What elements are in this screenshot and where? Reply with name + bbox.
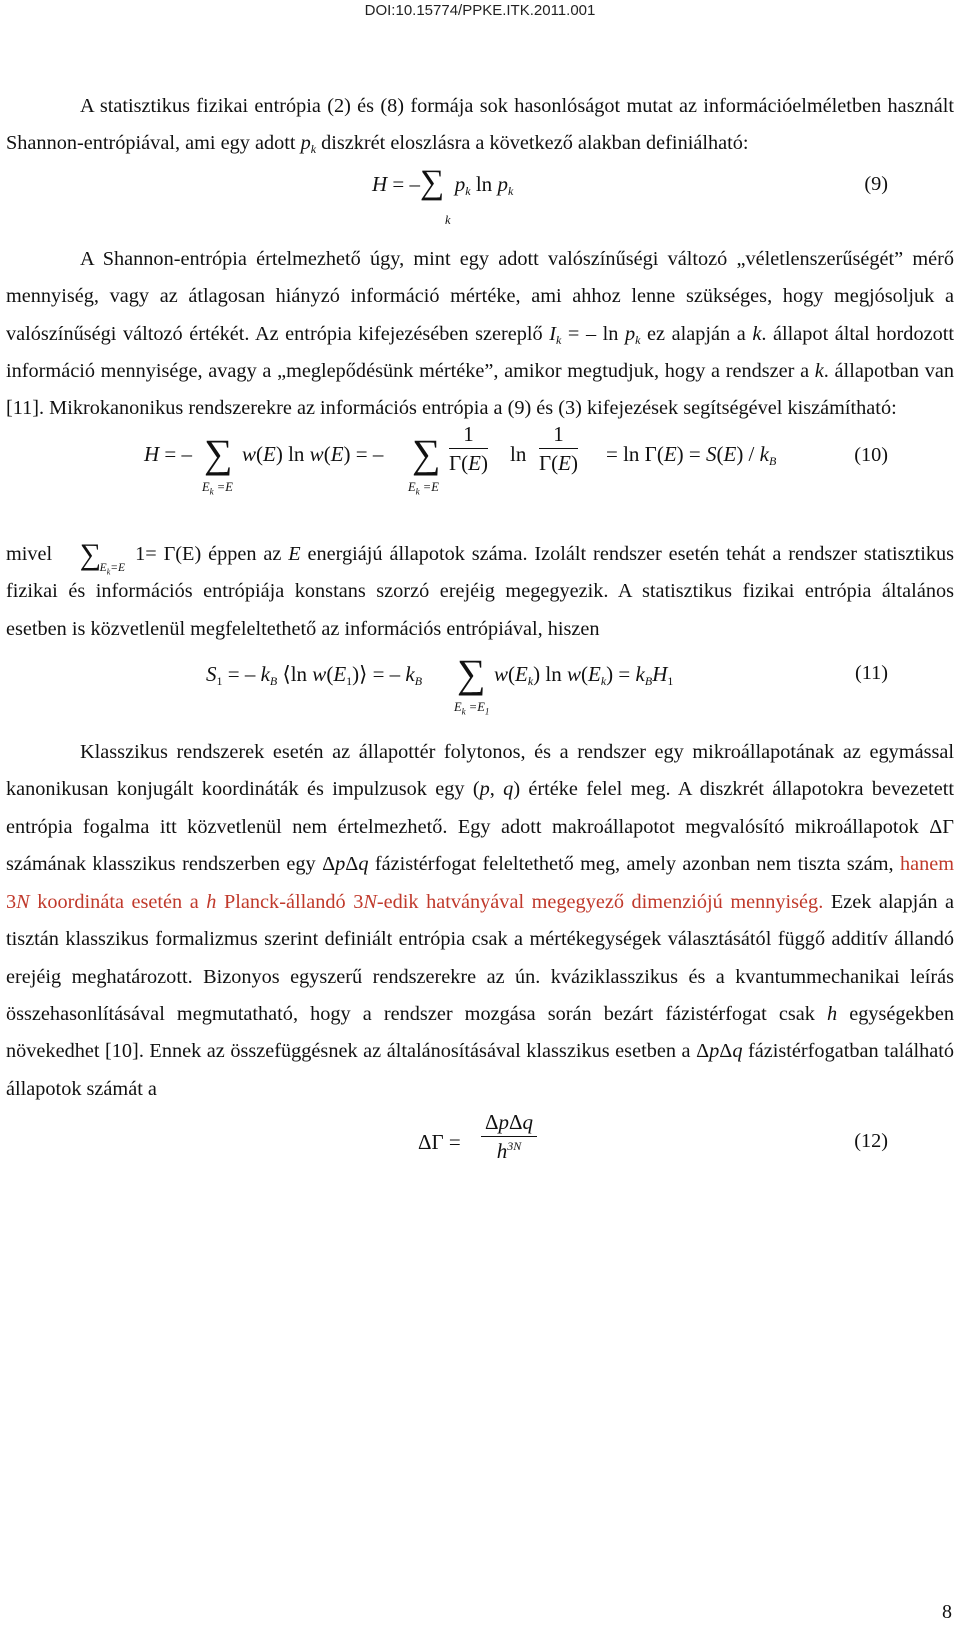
eq9-body: H = –∑ $p_k$ $\ln p_k$: [372, 163, 514, 201]
eq11-lhs: $S_1$ = – $k_B$ ⟨ln $w(E_1)⟩$ = – $k_B$: [206, 662, 423, 689]
eq9-ln: ln: [470, 171, 498, 196]
doi-header: DOI:10.15774/PPKE.ITK.2011.001: [364, 2, 596, 19]
math-h: h: [827, 1002, 838, 1025]
eq10-frac-1: [446, 422, 491, 475]
text: ,: [489, 778, 504, 801]
eq10-sum-index-2: $E_k =E$: [408, 479, 439, 497]
text: Planck-állandó 3: [216, 890, 364, 913]
eq10-frac-2: [536, 422, 581, 475]
text: -edik hatványával megegyező dimenziójú mennyiség.: [376, 890, 824, 913]
eq9-lhs-op: = –: [392, 171, 421, 196]
frac-numerator: ΔpΔq: [481, 1110, 537, 1137]
eq9-k: k: [465, 183, 471, 198]
text: . állapotban van [11]. Mikrokanonikus rendszerekre az információs entrópia a (9) és (3) kifejezések segítségével kiszámítható:: [6, 360, 954, 420]
equation-number-12: (12): [854, 1130, 888, 1153]
page-content: [6, 88, 954, 1188]
math-h: h: [496, 1139, 508, 1164]
math-p: p: [709, 1040, 720, 1063]
eq10-sum-index-1: $E_k =E$: [202, 479, 233, 497]
eq10-w-term: w(E) ln w(E) = –: [242, 441, 384, 466]
equation-12: [6, 1108, 954, 1188]
math-E: E: [288, 542, 301, 565]
sum-symbol: ∑: [412, 430, 441, 476]
text: Δ: [345, 853, 359, 876]
frac-denominator: [481, 1137, 537, 1163]
eq12-lhs: ΔΓ =: [418, 1130, 461, 1155]
eq9-sum-index: k: [445, 212, 451, 227]
math-sup: 3N: [507, 1139, 522, 1154]
math-q: q: [732, 1040, 743, 1063]
eq10-lhs: H = –: [144, 441, 193, 466]
sum-symbol: ∑: [204, 430, 233, 476]
math-q: q: [503, 778, 514, 801]
text: egységekben növekedhet [10]. Ennek az összefüggésnek az általánosításával klasszikus esetben a Δ: [6, 1002, 954, 1063]
eq10-ln: ln: [510, 441, 527, 466]
math-k: k: [814, 360, 824, 383]
math-h: h: [206, 890, 217, 913]
sum-symbol: ∑: [420, 163, 445, 201]
math-sub: k: [556, 332, 562, 347]
paragraph-1: [6, 88, 954, 163]
text: energiájú állapotok száma. Izolált rendszer esetén tehát a rendszer statisztikus fizikai és információs entrópiája konstans szorzó erejéig megegyezik. A statisztikus fizikai entrópia általános esetben is közvetlenül megfeleltethető az információs entrópiával, hiszen: [6, 542, 954, 640]
page-number: 8: [942, 1601, 952, 1623]
text: Klasszikus rendszerek esetén az állapottér folytonos, és a rendszer egy mikroállapotának az egymással kanonikusan konjugált koordináták és impulzusok egy (: [6, 741, 954, 801]
text: fázistérfogatban található állapotok számát a: [6, 1040, 954, 1100]
equation-10: [6, 421, 954, 532]
eq10-rhs: = $\ln \Gamma(E) = S(E) / k_B$: [606, 441, 777, 468]
equation-11: [6, 648, 954, 730]
sum-symbol: ∑: [457, 651, 486, 697]
math-p: p: [479, 778, 490, 801]
math-expr: 1= Γ(E): [135, 542, 202, 565]
eq11-sum-index: $E_k =E_1$: [454, 700, 490, 717]
math-I: I: [549, 322, 557, 345]
equation-number-9: (9): [864, 172, 888, 195]
equation-number-11: (11): [854, 662, 888, 685]
paragraph-3: [6, 532, 954, 648]
frac-denominator: Γ(E): [539, 450, 578, 475]
eq9-p: p: [454, 171, 466, 196]
text: hanem 3: [6, 853, 954, 913]
math-N: N: [363, 890, 377, 913]
frac-numerator: 1: [539, 422, 578, 449]
math-p: p: [335, 853, 346, 876]
text: . állapot által hordozott információ mennyisége, avagy a „meglepődésünk mértéke”, amikor megtudjuk, hogy a rendszer a: [6, 322, 954, 383]
math-p: p: [300, 132, 311, 155]
text: ez alapján a: [640, 322, 753, 345]
text: mivel: [6, 542, 53, 565]
math-q: q: [358, 853, 369, 876]
math-sub: k: [635, 332, 641, 347]
text: Ezek alapján a tisztán klasszikus formalizmus szerint definiált entrópia csak a mértékegységek választásától függő additív állandó erejéig meghatározott. Bizonyos egyszerű rendszerekre az ún. kváziklasszikus és a kvantummechanikai leírás összehasonlításával megmutatható, hogy a rendszer mozgása során bezárt fázistérfogat csak: [6, 890, 955, 1025]
math-p: p: [625, 322, 636, 345]
text: = – ln: [561, 322, 626, 345]
text: A statisztikus fizikai entrópia (2) és (8) formája sok hasonlóságot mutat az információelméletben használt Shannon-entrópiával, ami egy adott: [6, 95, 954, 155]
math-N: N: [16, 890, 30, 913]
eq11-rhs: $w(E_k)$ $\ln w(E_k) = k_BH_1$: [494, 662, 674, 689]
text: fázistérfogat feleltethető meg, amely azonban nem tiszta szám,: [368, 853, 900, 876]
paragraph-4: [6, 734, 954, 1108]
text: ) értéke felel meg. A diszkrét állapotokra bevezetett entrópia fogalma itt közvetlenül nem értelmezhető. Egy adott makroállapotot megvalósító mikroállapotok ΔΓ számának klasszikus rendszerben egy Δ: [6, 778, 955, 876]
inline-sum: ∑ $E_k=E$: [79, 537, 126, 577]
text: koordináta esetén a: [29, 890, 207, 913]
math-k: k: [752, 322, 762, 345]
text: diszkrét eloszlásra a következő alakban definiálható:: [316, 132, 749, 155]
frac-numerator: 1: [449, 422, 488, 449]
math-sub: k: [310, 142, 317, 157]
text: éppen az: [201, 542, 289, 565]
text: Δ: [719, 1040, 733, 1063]
paragraph-2: [6, 241, 954, 428]
equation-number-10: (10): [854, 443, 888, 466]
text: A Shannon-entrópia értelmezhető úgy, mint egy adott valószínűségi változó „véletlenszerűségét” mérő mennyiség, vagy az átlagosan hiányzó információ mértéke, ami ahhoz lenne szükséges, hogy megjósoljuk a valószínűségi változó értékét. Az entrópia kifejezésében szereplő: [6, 247, 954, 345]
eq12-frac: [478, 1110, 540, 1163]
equation-9: [6, 163, 954, 235]
frac-denominator: Γ(E): [449, 450, 488, 475]
